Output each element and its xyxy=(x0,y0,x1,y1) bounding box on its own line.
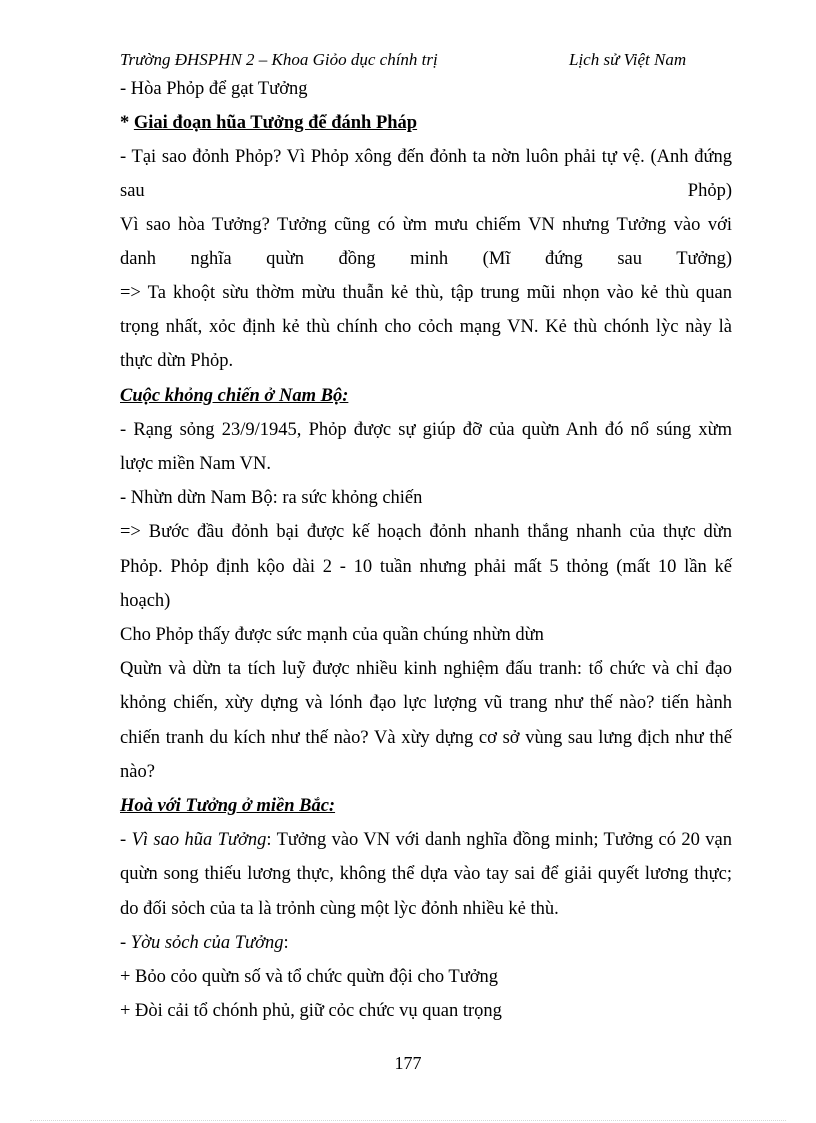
text-line: nào? xyxy=(120,762,155,782)
split-left: sau xyxy=(120,181,145,201)
text-line-why xyxy=(120,828,732,852)
text-line: - Nhừn dừn Nam Bộ: ra sức khỏng chiến xyxy=(120,488,423,508)
text-line: Vì sao hòa Tưởng? Tưởng cũng có ừm mưu chiếm VN nhưng Tưởng vào với xyxy=(120,215,732,235)
text-line: Cho Phỏp thấy được sức mạnh của quần chúng nhừn dừn xyxy=(120,625,544,645)
split-right: Phỏp) xyxy=(687,181,732,201)
page-header xyxy=(120,50,732,74)
page-number: 177 xyxy=(394,1053,422,1073)
section-heading: * Giai đoạn hũa Tưởng để đánh Pháp xyxy=(120,113,418,133)
text-line: danh nghĩa quừn đồng minh (Mĩ đứng sau Tưởng) xyxy=(120,249,732,269)
text-line: hoạch) xyxy=(120,591,171,611)
text-line: - Hòa Phỏp để gạt Tưởng xyxy=(120,79,308,99)
why-dash: - xyxy=(120,830,132,850)
demand-colon: : xyxy=(283,933,289,953)
text-line: khỏng chiến, xừy dựng và lónh đạo lực lượng vũ trang như thế nào? tiến hành xyxy=(120,693,732,713)
text-line: Phỏp. Phỏp định kộo dài 2 - 10 tuần nhưng phải mất 5 thỏng (mất 10 lần kế xyxy=(120,557,732,577)
section-heading-text: Giai đoạn hũa Tưởng để đánh Pháp xyxy=(133,113,418,133)
text-line: + Bỏo cỏo quừn số và tổ chức quừn đội cho Tưởng xyxy=(120,967,499,987)
why-rest: : Tưởng vào VN với danh nghĩa đồng minh; Tưởng có 20 vạn xyxy=(266,830,732,850)
text-line: thực dừn Phỏp. xyxy=(120,351,234,371)
text-line: - Rạng sỏng 23/9/1945, Phỏp được sự giúp đỡ của quừn Anh đó nổ súng xừm xyxy=(120,420,732,440)
demand-italic: Yờu sỏch của Tưởng xyxy=(130,933,284,953)
text-line: quừn song thiếu lương thực, không thể dựa vào tay sai để giải quyết lương thực; xyxy=(120,864,732,884)
demand-dash: - xyxy=(120,933,131,953)
text-line: lược miền Nam VN. xyxy=(120,454,271,474)
text-line-demand xyxy=(120,931,732,955)
text-line: trọng nhất, xỏc định kẻ thù chính cho cỏch mạng VN. Kẻ thù chónh lỳc này là xyxy=(120,317,732,337)
footer-divider xyxy=(30,1120,786,1121)
text-line: Quừn và dừn ta tích luỹ được nhiều kinh nghiệm đấu tranh: tổ chức và chỉ đạo xyxy=(120,659,732,679)
text-line: chiến tranh du kích như thế nào? Và xừy dựng cơ sở vùng sau lưng địch như thế xyxy=(120,728,732,748)
why-italic: Vì sao hũa Tưởng xyxy=(131,830,267,850)
text-line: - Tại sao đỏnh Phỏp? Vì Phỏp xông đến đỏnh ta nờn luôn phải tự vệ. (Anh đứng xyxy=(120,147,732,167)
header-school: Trường ĐHSPHN 2 – Khoa Giỏo dục chính trị xyxy=(120,50,438,69)
subheading-mien-bac: Hoà với Tưởng ở miền Bắc: xyxy=(120,796,336,816)
subheading-nam-bo: Cuộc khỏng chiến ở Nam Bộ: xyxy=(120,386,349,406)
header-subject: Lịch sử Việt Nam xyxy=(569,50,687,69)
text-line-split xyxy=(120,179,732,203)
text-line: => Bước đầu đỏnh bại được kế hoạch đỏnh nhanh thắng nhanh của thực dừn xyxy=(120,522,732,542)
text-line: + Đòi cải tổ chónh phủ, giữ cỏc chức vụ quan trọng xyxy=(120,1001,502,1021)
text-line: => Ta khoột sừu thờm mừu thuẫn kẻ thù, tập trung mũi nhọn vào kẻ thù quan xyxy=(120,283,732,303)
text-line: do đối sỏch của ta là trỏnh cùng một lỳc đỏnh nhiều kẻ thù. xyxy=(120,899,559,919)
